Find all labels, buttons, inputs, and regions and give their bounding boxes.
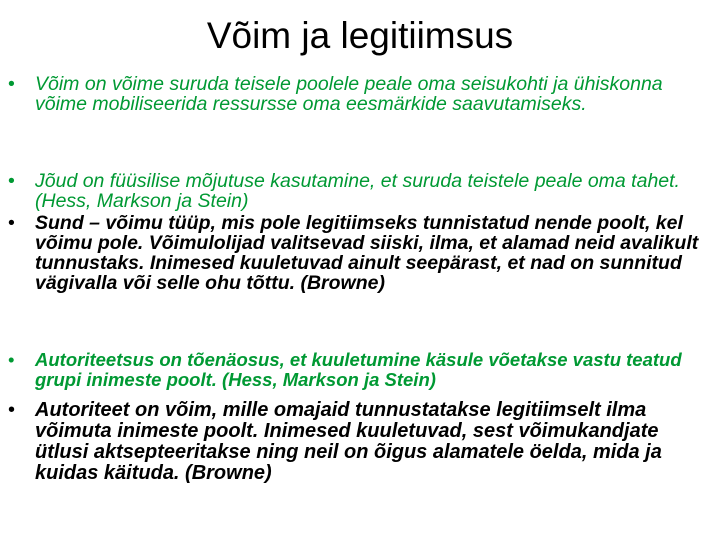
- bullet-item-sund: [8, 213, 708, 293]
- bullet-marker: •: [8, 399, 16, 421]
- bullet-text: Sund – võimu tüüp, mis pole legitiimseks tunnistatud nende poolt, kel võimu pole. Võimulolijad valitsevad siiski, ilma, et alamad neid avalikult tunnustaks. Inimesed kuuletuvad ainult seepärast, et nad on sunnitud vägivalla või selle ohu tõttu. (Browne): [35, 212, 699, 294]
- bullet-text: Autoriteet on võim, mille omajaid tunnustatakse legitiimselt ilma võimuta inimeste poolt. Inimesed kuuletuvad, sest võimukandjate ütlusi aktsepteeritakse ning neil on õigus alamatele öelda, mida ja kuidas käituda. (Browne): [35, 399, 662, 484]
- bullet-item-voim: [8, 74, 708, 114]
- bullet-text: Autoriteetsus on tõenäosus, et kuuletumine käsule võetakse vastu teatud grupi inimeste poolt. (Hess, Markson ja Stein): [35, 349, 682, 390]
- bullet-text: Võim on võime suruda teisele poolele peale oma seisukohti ja ühiskonna võime mobiliseerida ressursse oma eesmärkide saavutamiseks.: [35, 73, 663, 115]
- bullet-marker: •: [8, 212, 15, 234]
- slide-title: Võim ja legitiimsus: [206, 15, 514, 56]
- bullet-marker: •: [8, 349, 15, 370]
- bullet-marker: •: [8, 170, 15, 192]
- bullet-item-autoriteetsus: [8, 350, 708, 390]
- bullet-item-joud: [8, 171, 708, 211]
- bullet-item-autoriteet: [8, 400, 708, 484]
- bullet-marker: •: [8, 73, 15, 95]
- bullet-text: Jõud on füüsilise mõjutuse kasutamine, et suruda teistele peale oma tahet. (Hess, Markson ja Stein): [35, 170, 680, 212]
